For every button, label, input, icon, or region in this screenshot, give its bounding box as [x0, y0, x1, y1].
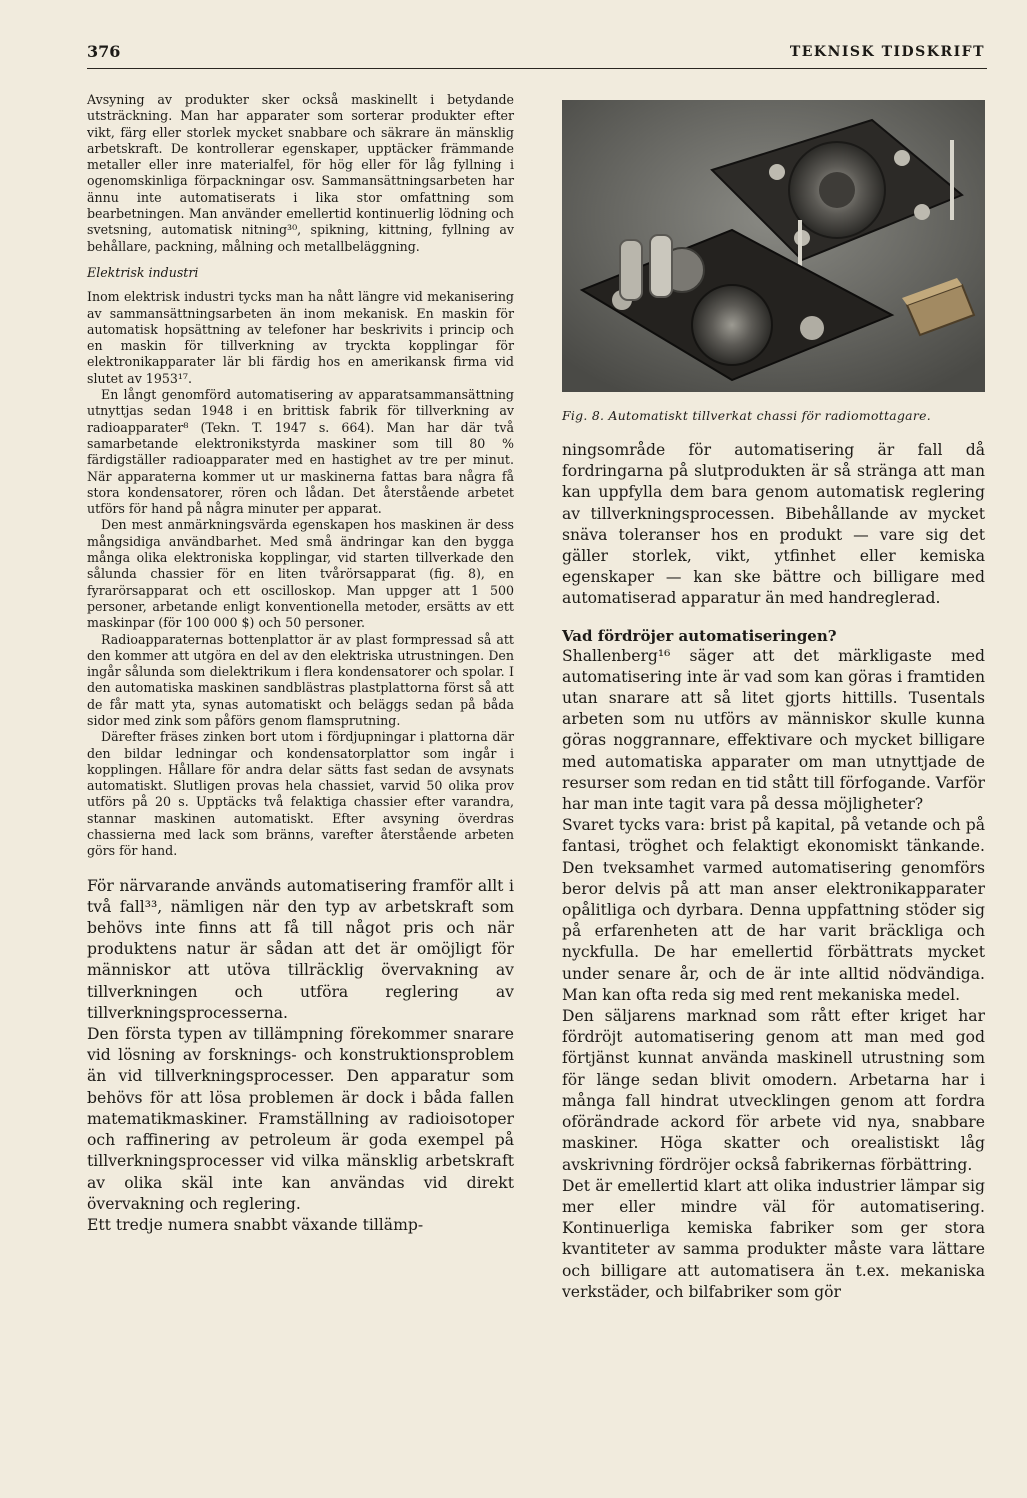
paragraph: Den mest anmärkningsvärda egenskapen hos maskinen är dess mångsidiga användbarhet. Med små ändringar kan den bygga många olika elektroniska kopplingar, vid starten tillverkade den sålunda chassier för en liten tvårörsapparat (fig. 8), en fyrarörsapparat och ett oscilloskop. Man uppger att 1 500 personer, arbetande enligt konventionella metoder, ersätts av ett maskinpar (för 100 000 $) och 50 personer.: [87, 517, 514, 631]
right-large-text-a: [562, 440, 985, 610]
running-header: [87, 40, 987, 69]
left-column: [87, 92, 514, 1236]
figure-caption: Fig. 8. Automatiskt tillverkat chassi för radiomottagare.: [562, 408, 931, 423]
right-column: [562, 440, 985, 1303]
paragraph: För närvarande används automatisering framför allt i två fall³³, nämligen när den typ av arbetskraft som behövs inte finns att få till något pris och när produktens natur är sådan att det är omöjligt för människor att utöva tillräcklig övervakning av tillverkningen och utföra reglering av tillverkningsprocesserna.: [87, 876, 514, 1022]
chassis-photo-illustration: [562, 100, 985, 392]
paragraph: Inom elektrisk industri tycks man ha nått längre vid mekanisering av sammansättningsarbeten än inom mekanisk. En maskin för automatisk hopsättning av telefoner har beskrivits i princip och en maskin för tillverkning av tryckta kopplingar för elektronikapparater lär bli färdig hos en amerikansk firma vid slutet av 1953¹⁷.: [87, 289, 514, 386]
paragraph: ningsområde för automatisering är fall då fordringarna på slutprodukten är så stränga att man kan uppfylla dem bara genom automatisk reglering av tillverkningsprocessen. Bibehållande av mycket snäva toleranser hos en produkt — vare sig det gäller storlek, vikt, ytfinhet eller kemiska egenskaper — kan ske bättre och billigare med automatiserad apparatur än med handreglerad.: [562, 441, 985, 608]
section-subheading: Elektrisk industri: [87, 264, 199, 280]
journal-title: TEKNISK TIDSKRIFT: [789, 44, 985, 60]
right-large-text-b: [562, 646, 985, 1303]
chassis-photo: [562, 100, 985, 392]
paragraph: Den säljarens marknad som rått efter kriget har fördröjt automatisering genom att man med god förtjänst kunnat använda maskinell utrustning som för länge sedan blivit omodern. Arbetarna har i många fall hindrat utvecklingen genom att fordra oförändrade ackord för arbete vid nya, snabbare maskiner. Höga skatter och orealistiskt låg avskrivning fördröjer också fabrikernas förbättring.: [562, 1007, 985, 1174]
page-number: 376: [87, 42, 121, 61]
paragraph: Ett tredje numera snabbt växande tillämp-: [87, 1215, 424, 1234]
paragraph: Svaret tycks vara: brist på kapital, på vetande och på fantasi, tröghet och felaktigt ekonomiskt tänkande. Den tveksamhet varmed automatisering genomförs beror delvis på att man anser elektronikapparater opålitliga och dyrbara. Denna uppfattning stöder sig på erfarenheten att de har varit bräckliga och nyckfulla. De har emellertid förbättrats mycket under senare år, och de är inte alltid nödvändiga. Man kan ofta reda sig med rent mekaniska medel.: [562, 816, 985, 1004]
section-heading: Vad fördröjer automatiseringen?: [562, 626, 837, 645]
paragraph: Den första typen av tillämpning förekommer snarare vid lösning av forsknings- och konstruktionsproblem än vid tillverkningsprocesser. Den apparatur som behövs för att lösa problemen är dock i båda fallen matematikmaskiner. Framställning av radioisotoper och raffinering av petroleum är goda exempel på tillverkningsprocesser vid vilka mänsklig arbetskraft av olika skäl inte kan användas vid direkt övervakning och reglering.: [87, 1025, 514, 1213]
left-small-text-a: [87, 92, 514, 255]
paragraph: En långt genomförd automatisering av apparatsammansättning utnyttjas sedan 1948 i en brittisk fabrik för tillverkning av radioapparater⁸ (Tekn. T. 1947 s. 664). Man har där två samarbetande elektronikstyrda maskiner som till 80 % färdigställer radioapparater med en hastighet av tre per minut. När apparaterna kommer ut ur maskinerna fattas bara några få stora kondensatorer, rören och lådan. Det återstående arbetet utförs för hand på några minuter per apparat.: [87, 387, 514, 517]
paragraph: Radioapparaternas bottenplattor är av plast formpressad så att den kommer att utgöra en del av den elektriska utrustningen. Den ingår sålunda som dielektrikum i flera kondensatorer och spolar. I den automatiska maskinen sandblästras plastplattorna först så att de får matt yta, synas automatiskt och beläggs sedan på båda sidor med zink som påförs genom flamsprutning.: [87, 631, 514, 728]
left-large-text: [87, 876, 514, 1236]
paragraph: Därefter fräses zinken bort utom i fördjupningar i plattorna där den bildar ledningar och kondensatorplattor som ingår i kopplingen. Hållare för andra delar sätts fast sedan de avsynats automatiskt. Slutligen provas hela chassiet, varvid 50 olika prov utförs på 20 s. Upptäcks två felaktiga chassier efter varandra, stannar maskinen automatiskt. Efter avsyning överdras chassierna med lack som bränns, varefter återstående arbeten görs för hand.: [87, 729, 514, 859]
paragraph: Avsyning av produkter sker också maskinellt i betydande utsträckning. Man har apparater som sorterar produkter efter vikt, färg eller storlek mycket snabbare och säkrare än mänsklig arbetskraft. De kontrollerar egenskaper, upptäcker främmande metaller eller inre materialfel, för hög eller för låg fyllning i ogenomskinliga förpackningar osv. Sammansättningsarbeten har ännu inte automatiserats i lika stor omfattning som bearbetningen. Man använder emellertid kontinuerlig lödning och svetsning, automatisk nitning³⁰, spikning, kittning, fyllning av behållare, packning, målning och metallbeläggning.: [87, 92, 514, 254]
paragraph: Det är emellertid klart att olika industrier lämpar sig mer eller mindre väl för automatisering. Kontinuerliga kemiska fabriker som ger stora kvantiteter av samma produkter måste vara lättare och billigare att automatisera än t.ex. mekaniska verkstäder, och bilfabriker som gör: [562, 1176, 985, 1301]
paragraph: Shallenberg¹⁶ säger att det märkligaste med automatisering inte är vad som kan göras i framtiden utan snarare att så litet gjorts hittills. Tusentals arbeten som nu utförs av människor skulle kunna göras noggrannare, effektivare och mycket billigare med automatiska apparater om man utnyttjade de resurser som redan en tid stått till förfogande. Varför har man inte tagit vara på dessa möjligheter?: [562, 646, 985, 814]
left-small-text-b: [87, 289, 514, 859]
